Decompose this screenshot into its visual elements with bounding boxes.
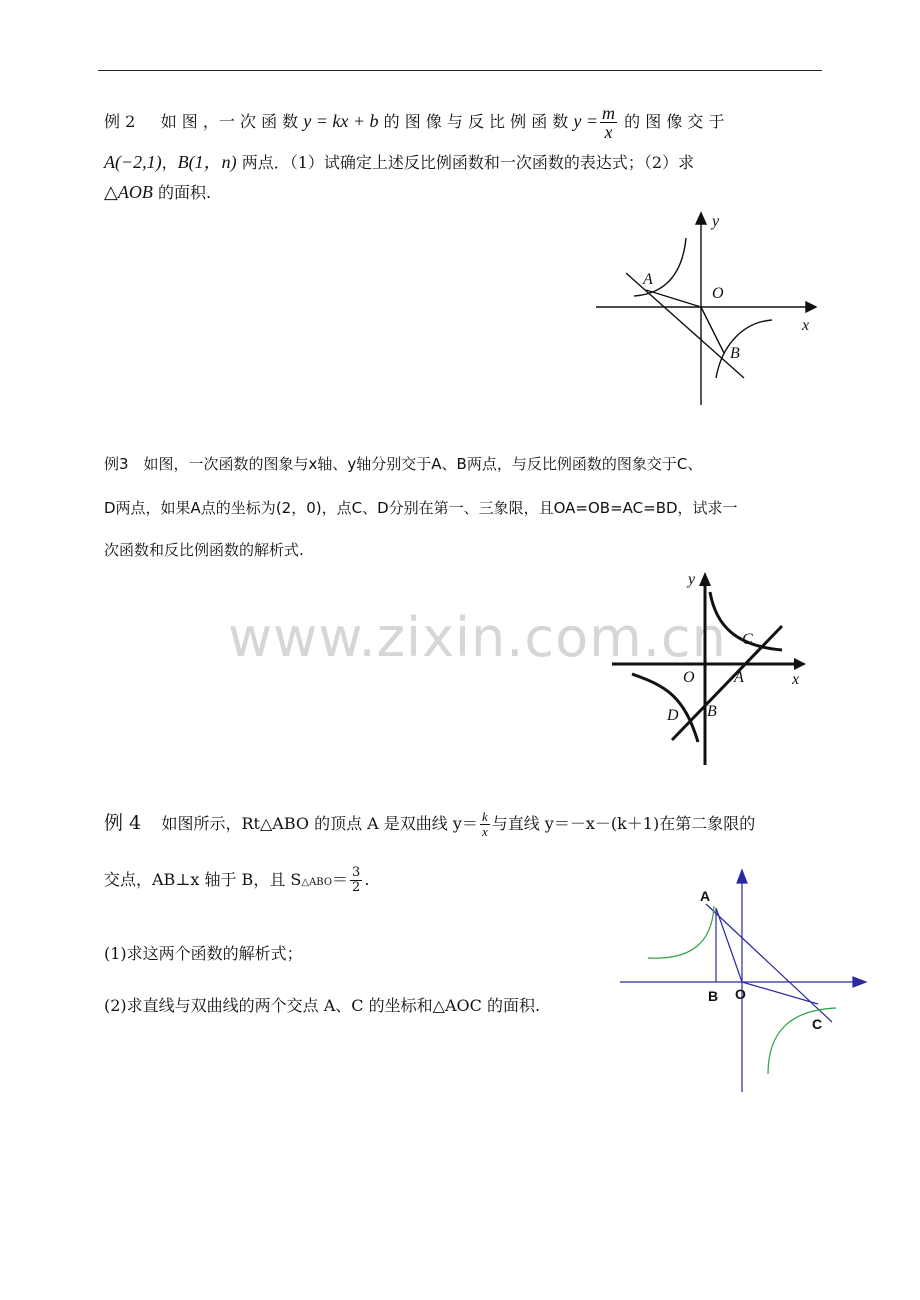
fig3-label-x: x	[792, 671, 800, 688]
fig4-label-o: O	[735, 986, 746, 1002]
watermark: www.zixin.com.cn	[228, 606, 727, 669]
example3-line3: 次函数和反比例函数的解析式.	[104, 541, 304, 559]
fig3-label-o: O	[683, 669, 695, 686]
example4-line2-text: 交点，AB⊥x 轴于 B，且 S	[104, 870, 302, 889]
fraction-numerator: k	[481, 809, 488, 824]
fig2-label-o: O	[712, 285, 724, 302]
fig2-label-a: A	[643, 271, 653, 288]
inverse-formula-left: y =	[573, 111, 599, 131]
hyperbola-branch-4	[768, 1008, 836, 1074]
example4-question1: (1)求这两个函数的解析式；	[104, 944, 303, 963]
fraction-numerator: m	[602, 103, 616, 123]
example2-lead: 如 图 ，一 次 函 数	[160, 112, 299, 131]
fraction-denominator: 2	[352, 880, 361, 895]
example3-line1: 例3 如图，一次函数的图象与x轴、y轴分别交于A、B两点，与反比例函数的图象交于C、	[104, 455, 703, 473]
segment-oc	[742, 982, 818, 1004]
period: .	[364, 870, 370, 889]
example2-label: 例 2	[104, 112, 136, 131]
hyperbola-branch-2	[648, 906, 714, 958]
fig2-label-y: y	[712, 213, 720, 230]
equals-sign: ＝	[332, 870, 349, 889]
fraction-denominator: x	[481, 824, 488, 839]
example2-area: 的面积.	[157, 183, 212, 202]
fig2-label-x: x	[802, 317, 810, 334]
example2-tail: 的 图 像 交 于	[624, 112, 725, 131]
fig3-label-c: C	[742, 631, 753, 648]
example2-question: 两点．（1）试确定上述反比例函数和一次函数的表达式；（2）求	[241, 153, 695, 172]
example4-question2: (2)求直线与双曲线的两个交点 A、C 的坐标和△AOC 的面积.	[104, 996, 541, 1015]
example4-text-b: 与直线 y＝－x－(k＋1)在第二象限的	[491, 814, 756, 833]
linear-line	[706, 904, 832, 1022]
area-subscript: △ABO	[301, 877, 333, 888]
fig3-label-d: D	[667, 707, 679, 724]
example3-line2: D两点，如果A点的坐标为(2，0)，点C、D分别在第一、三象限，且OA=OB=AC=BD，试求一	[104, 499, 738, 517]
example2-mid: 的 图 像 与 反 比 例 函 数	[383, 112, 569, 131]
fig2-label-b: B	[730, 345, 740, 362]
point-a: A(−2,1)	[104, 152, 162, 172]
fraction-numerator: 3	[352, 865, 361, 880]
example4-label: 例 4	[104, 812, 142, 834]
linear-formula: y = kx + b	[303, 111, 379, 131]
fig4-label-a: A	[700, 888, 711, 904]
fraction-denominator: x	[604, 122, 613, 142]
point-separator: ，	[161, 153, 178, 172]
fig3-label-a: A	[734, 669, 744, 686]
y-arrow-icon	[737, 870, 747, 883]
triangle-aob: △AOB	[104, 182, 153, 202]
example4-text-a: 如图所示，Rt△ABO 的顶点 A 是双曲线 y＝	[161, 814, 478, 833]
x-arrow-icon	[853, 977, 866, 987]
fig4-label-b: B	[708, 988, 719, 1004]
fig3-label-b: B	[707, 703, 717, 720]
fig4-label-c: C	[812, 1016, 823, 1032]
segment-ao	[716, 908, 742, 982]
point-b: B(1，n)	[177, 152, 237, 172]
fig3-label-y: y	[688, 571, 696, 588]
